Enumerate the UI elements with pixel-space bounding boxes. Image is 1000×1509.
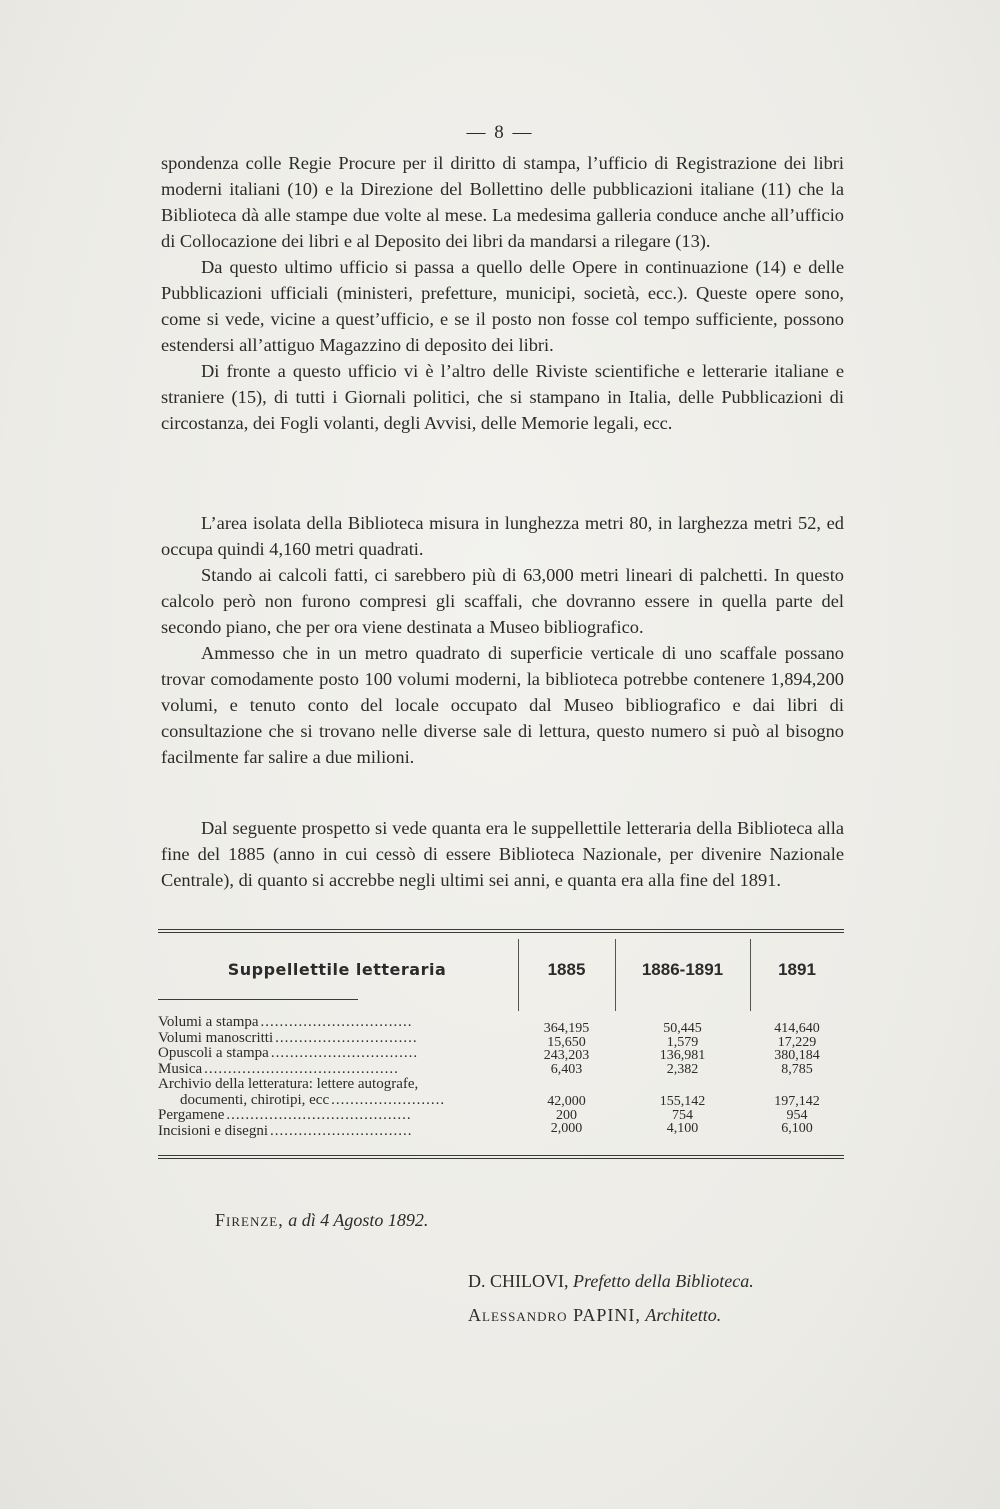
table-header-1885: 1885 — [547, 960, 586, 979]
signatory-role: Architetto. — [645, 1305, 722, 1325]
table-row: Incisioni e disegni .............................. — [158, 1123, 413, 1139]
paragraph: Stando ai calcoli fatti, ci sarebbero più di 63,000 metri lineari di palchetti. In questo calcolo però non furono compresi gli scaffali, che dovranno essere in quella parte del secondo piano, che per ora viene destinata a Museo bibliografico. — [161, 565, 844, 637]
signatory-role: Prefetto della Biblioteca. — [573, 1271, 754, 1291]
table-cell: 414,640 — [774, 1021, 820, 1036]
table-cell: 364,195 — [543, 1021, 590, 1036]
page-number: — 8 — — [466, 122, 534, 143]
table-cell: 1,579 — [666, 1034, 699, 1050]
table-cell: 380,184 — [774, 1048, 820, 1063]
table-cell — [518, 1076, 615, 1095]
table-cell: 2,382 — [666, 1061, 699, 1077]
table-row: Volumi manoscritti .............................. — [158, 1030, 418, 1046]
table-top-rule — [158, 929, 844, 930]
place-and-date — [215, 1210, 428, 1231]
table-row: Pergamene ....................................... — [158, 1108, 412, 1123]
values-1885 — [518, 1022, 615, 1136]
table-row: Musica ......................................... — [158, 1061, 399, 1077]
table-cell — [750, 1076, 844, 1095]
table-labels — [158, 1015, 516, 1139]
values-1886-1891 — [615, 1022, 750, 1136]
table-row: Archivio della letteratura: lettere autografe, — [158, 1077, 419, 1092]
table-row: Opuscoli a stampa ............................... — [158, 1046, 419, 1061]
section-area — [161, 510, 844, 770]
table-cell: 200 — [556, 1107, 577, 1123]
place: Firenze, — [215, 1210, 284, 1230]
paragraph: Dal seguente prospetto si vede quanta era le suppellettile letteraria della Biblioteca alla fine del 1885 (anno in cui cessò di essere Biblioteca Nazionale, per divenire Nazionale Centrale), di quanto si accrebbe negli ultimi sei anni, e quanta era alla fine del 1891. — [161, 818, 844, 890]
table-bottom-rule — [158, 1158, 844, 1159]
paragraph: Di fronte a questo ufficio vi è l’altro delle Riviste scientifiche e letterarie italiane e straniere (15), di tutti i Giornali politici, che si stampano in Italia, delle Pubblicazioni di circostanza, dei Fogli volanti, degli Avvisi, delle Memorie legali, ecc. — [161, 361, 844, 433]
header-underline — [158, 999, 358, 1000]
table-header-1891: 1891 — [778, 960, 816, 979]
values-1891 — [750, 1022, 844, 1136]
table-cell: 2,000 — [550, 1121, 583, 1136]
signatory-name: Alessandro PAPINI, — [468, 1305, 641, 1325]
table-bottom-rule — [158, 1155, 844, 1156]
paragraph: Ammesso che in un metro quadrato di superficie verticale di uno scaffale possano trovar comodamente posto 100 volumi moderni, la biblioteca potrebbe contenere 1,894,200 volumi, e tenuto conto del locale occupato dal Museo bibliografico e dai libri di consultazione che si trovano nelle diverse sale di lettura, questo numero si può al bisogno facilmente far salire a due milioni. — [161, 643, 844, 767]
table-cell: 15,650 — [547, 1034, 586, 1050]
table-header-label: Suppellettile letteraria — [227, 960, 447, 979]
table-cell: 4,100 — [666, 1121, 699, 1136]
table-cell: 6,403 — [550, 1061, 583, 1077]
paragraph: L’area isolata della Biblioteca misura in lunghezza metri 80, in larghezza metri 52, ed occupa quindi 4,160 metri quadrati. — [161, 513, 844, 559]
table-cell: 155,142 — [659, 1094, 706, 1109]
section-intro-table — [161, 815, 844, 893]
table-cell: 50,445 — [663, 1021, 702, 1036]
table-row: documenti, chirotipi, ecc ........................ — [180, 1092, 446, 1108]
table-cell — [615, 1076, 750, 1095]
table-top-rule — [158, 932, 844, 933]
date: a dì 4 Agosto 1892. — [288, 1210, 429, 1230]
table-cell: 197,142 — [774, 1094, 820, 1109]
holdings-table — [158, 925, 844, 1165]
table-row: Volumi a stampa ................................ — [158, 1015, 413, 1030]
table-cell: 6,100 — [781, 1121, 813, 1136]
table-cell: 754 — [672, 1107, 693, 1123]
table-cell: 8,785 — [781, 1061, 813, 1077]
section-offices — [161, 150, 844, 436]
table-cell: 17,229 — [777, 1034, 817, 1050]
signature-architetto — [468, 1305, 721, 1326]
paragraph: spondenza colle Regie Procure per il diritto di stampa, l’ufficio di Registrazione dei libri moderni italiani (10) e la Direzione del Bollettino delle pubblicazioni italiane (11) che la Biblioteca dà alle stampe due volte al mese. La medesima galleria conduce anche all’ufficio di Collocazione dei libri e al Deposito dei libri da mandarsi a rilegare (13). — [161, 153, 844, 251]
table-cell: 42,000 — [547, 1094, 586, 1109]
table-cell: 243,203 — [543, 1048, 590, 1063]
table-header-1886-1891: 1886-1891 — [641, 960, 724, 979]
table-cell: 954 — [786, 1107, 808, 1123]
signature-prefetto — [468, 1271, 754, 1292]
table-cell: 136,981 — [659, 1048, 706, 1063]
signatory-name: D. CHILOVI, — [468, 1271, 569, 1291]
paragraph: Da questo ultimo ufficio si passa a quello delle Opere in continuazione (14) e delle Pubblicazioni ufficiali (ministeri, prefetture, municipi, società, ecc.). Queste opere sono, come si vede, vicine a quest’ufficio, e se il posto non fosse col tempo sufficiente, possono estendersi all’attiguo Magazzino di deposito dei libri. — [161, 257, 844, 355]
